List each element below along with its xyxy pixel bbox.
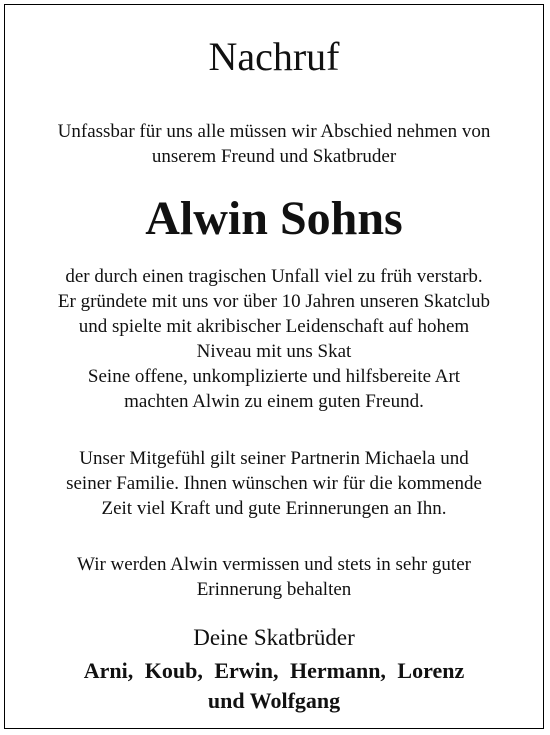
tribute-line: Niveau mit uns Skat — [196, 341, 352, 362]
remembrance-line: Wir werden Alwin vermissen und stets in sehr guter — [77, 554, 471, 575]
remembrance-line: Erinnerung behalten — [196, 579, 352, 600]
notice-title: Nachruf — [208, 34, 340, 79]
signatories-line: und Wolfgang — [207, 688, 341, 713]
tribute-line: Seine offene, unkomplizierte und hilfsbereite Art — [87, 366, 461, 387]
condolence-paragraph — [15, 446, 533, 521]
condolence-line: Zeit viel Kraft und gute Erinnerungen an Ihn. — [101, 498, 447, 519]
tribute-line: der durch einen tragischen Unfall viel zu früh verstarb. — [65, 266, 483, 287]
condolence-line: Unser Mitgefühl gilt seiner Partnerin Michaela und — [79, 448, 469, 469]
tribute-paragraph — [15, 264, 533, 414]
signoff: Deine Skatbrüder — [193, 625, 355, 650]
deceased-name: Alwin Sohns — [145, 192, 403, 245]
tribute-line: machten Alwin zu einem guten Freund. — [124, 391, 424, 412]
remembrance-paragraph — [15, 552, 533, 602]
obituary-notice — [4, 4, 544, 729]
condolence-line: seiner Familie. Ihnen wünschen wir für die kommende — [66, 473, 482, 494]
signatories-line: Arni, Koub, Erwin, Hermann, Lorenz — [83, 658, 465, 683]
intro-line: unserem Freund und Skatbruder — [151, 146, 397, 167]
tribute-line: und spielte mit akribischer Leidenschaft auf hohem — [78, 316, 470, 337]
signatories — [5, 656, 543, 716]
tribute-line: Er gründete mit uns vor über 10 Jahren unseren Skatclub — [57, 291, 491, 312]
intro-text — [15, 119, 533, 169]
intro-line: Unfassbar für uns alle müssen wir Abschied nehmen von — [57, 121, 491, 142]
